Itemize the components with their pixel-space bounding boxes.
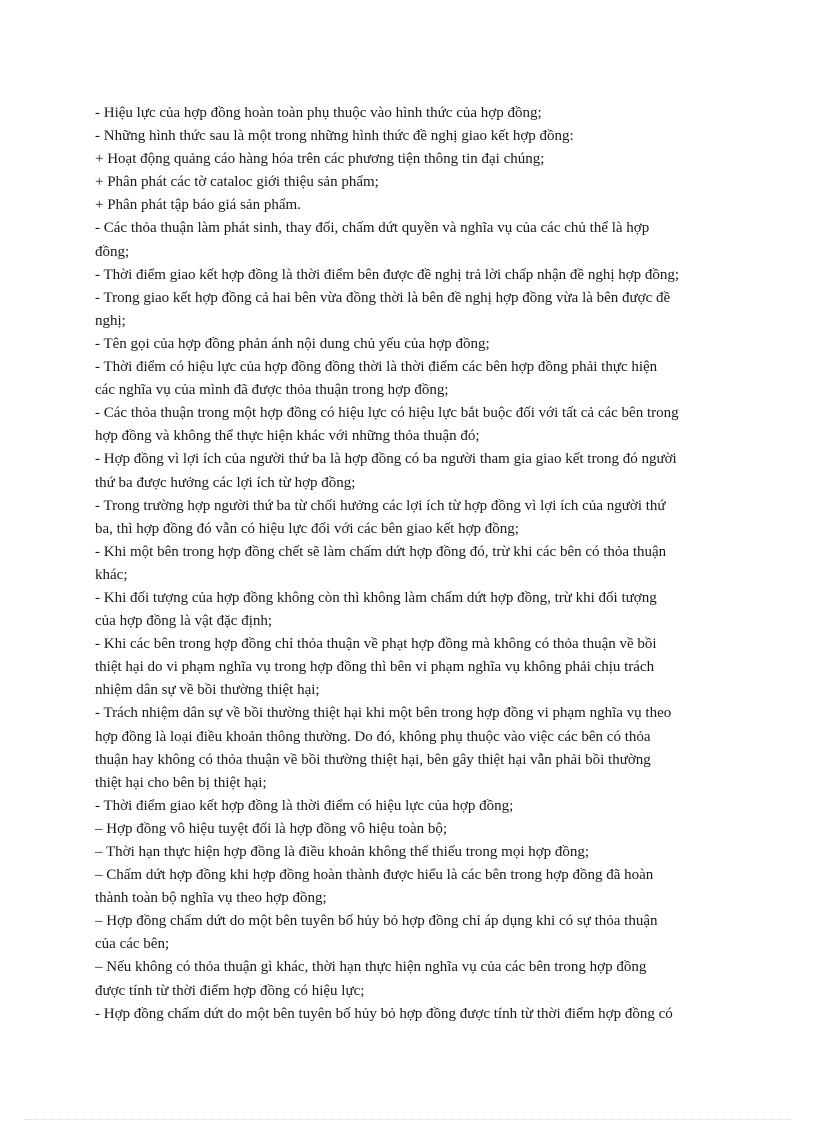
text-line: - Hợp đồng vì lợi ích của người thứ ba là hợp đồng có ba người tham gia giao kết trong đó người bbox=[95, 451, 677, 468]
text-line: - Tên gọi của hợp đồng phản ánh nội dung chủ yếu của hợp đồng; bbox=[95, 335, 490, 352]
text-line: thành toàn bộ nghĩa vụ theo hợp đồng; bbox=[95, 890, 327, 907]
text-line: – Thời hạn thực hiện hợp đồng là điều khoản không thể thiếu trong mọi hợp đồng; bbox=[95, 844, 590, 860]
text-line: + Phân phát các tờ cataloc giới thiệu sản phẩm; bbox=[95, 174, 379, 191]
text-line: - Khi đối tượng của hợp đồng không còn thì không làm chấm dứt hợp đồng, trừ khi đối tượng bbox=[95, 589, 657, 606]
text-line: + Hoạt động quảng cáo hàng hóa trên các phương tiện thông tin đại chúng; bbox=[95, 151, 545, 168]
page-bottom-divider bbox=[24, 1119, 792, 1120]
text-line: đồng; bbox=[95, 243, 130, 260]
text-line: hợp đồng và không thể thực hiện khác với những thỏa thuận đó; bbox=[95, 428, 480, 445]
text-line: - Trong trường hợp người thứ ba từ chối hưởng các lợi ích từ hợp đồng vì lợi ích của người thứ bbox=[95, 497, 666, 514]
text-line: - Hiệu lực của hợp đồng hoàn toàn phụ thuộc vào hình thức của hợp đồng; bbox=[95, 105, 542, 121]
text-line: ba, thì hợp đồng đó vẫn có hiệu lực đối với các bên giao kết hợp đồng; bbox=[95, 520, 519, 537]
text-line: - Những hình thức sau là một trong những hình thức đề nghị giao kết hợp đồng: bbox=[95, 128, 574, 145]
text-line: + Phân phát tập báo giá sản phẩm. bbox=[95, 197, 301, 214]
text-line: - Trong giao kết hợp đồng cả hai bên vừa đồng thời là bên đề nghị hợp đồng vừa là bên được đề bbox=[95, 289, 671, 306]
text-line: – Hợp đồng vô hiệu tuyệt đối là hợp đồng vô hiệu toàn bộ; bbox=[95, 820, 448, 837]
text-line: - Hợp đồng chấm dứt do một bên tuyên bố hủy bỏ hợp đồng được tính từ thời điểm hợp đồng có bbox=[95, 1005, 673, 1022]
text-line: thiệt hại do vi phạm nghĩa vụ trong hợp đồng thì bên vi phạm nghĩa vụ không phải chịu trách bbox=[95, 659, 655, 676]
text-line: nhiệm dân sự về bồi thường thiệt hại; bbox=[95, 682, 320, 699]
text-line: - Thời điểm có hiệu lực của hợp đồng đồng thời là thời điểm các bên hợp đồng phải thực hiện bbox=[95, 359, 658, 376]
text-line: khác; bbox=[95, 566, 128, 583]
text-line: các nghĩa vụ của mình đã được thỏa thuận trong hợp đồng; bbox=[95, 382, 449, 399]
document-body bbox=[95, 102, 725, 1026]
text-line: - Thời điểm giao kết hợp đồng là thời điểm bên được đề nghị trả lời chấp nhận đề nghị hợp đồng; bbox=[95, 266, 680, 283]
text-line: – Hợp đồng chấm dứt do một bên tuyên bố hủy bỏ hợp đồng chỉ áp dụng khi có sự thỏa thuận bbox=[95, 913, 658, 930]
text-line: nghị; bbox=[95, 312, 126, 329]
text-line: - Trách nhiệm dân sự về bồi thường thiệt hại khi một bên trong hợp đồng vi phạm nghĩa vụ theo bbox=[95, 705, 672, 722]
text-line: thiệt hại cho bên bị thiệt hại; bbox=[95, 774, 267, 791]
text-line: hợp đồng là loại điều khoản thông thường. Do đó, không phụ thuộc vào việc các bên có thỏa bbox=[95, 728, 651, 745]
text-line: của các bên; bbox=[95, 936, 170, 953]
text-line: - Khi các bên trong hợp đồng chỉ thỏa thuận về phạt hợp đồng mà không có thỏa thuận về bồi bbox=[95, 636, 657, 653]
text-line: – Nếu không có thỏa thuận gì khác, thời hạn thực hiện nghĩa vụ của các bên trong hợp đồng bbox=[95, 959, 647, 976]
text-line: thứ ba được hưởng các lợi ích từ hợp đồng; bbox=[95, 474, 356, 491]
text-line: - Thời điểm giao kết hợp đồng là thời điểm có hiệu lực của hợp đồng; bbox=[95, 797, 514, 814]
text-line: - Các thỏa thuận trong một hợp đồng có hiệu lực có hiệu lực bắt buộc đối với tất cả các bên trong bbox=[95, 405, 679, 422]
text-line: được tính từ thời điểm hợp đồng có hiệu lực; bbox=[95, 982, 365, 999]
text-line: - Khi một bên trong hợp đồng chết sẽ làm chấm dứt hợp đồng đó, trừ khi các bên có thỏa thuận bbox=[95, 543, 667, 560]
text-line: thuận hay không có thỏa thuận về bồi thường thiệt hại, bên gây thiệt hại vẫn phải bồi thường bbox=[95, 751, 651, 768]
text-line: của hợp đồng là vật đặc định; bbox=[95, 613, 273, 630]
text-line: - Các thỏa thuận làm phát sinh, thay đổi, chấm dứt quyền và nghĩa vụ của các chủ thể là hợp bbox=[95, 220, 650, 237]
text-line: – Chấm dứt hợp đồng khi hợp đồng hoàn thành được hiểu là các bên trong hợp đồng đã hoàn bbox=[95, 867, 654, 884]
